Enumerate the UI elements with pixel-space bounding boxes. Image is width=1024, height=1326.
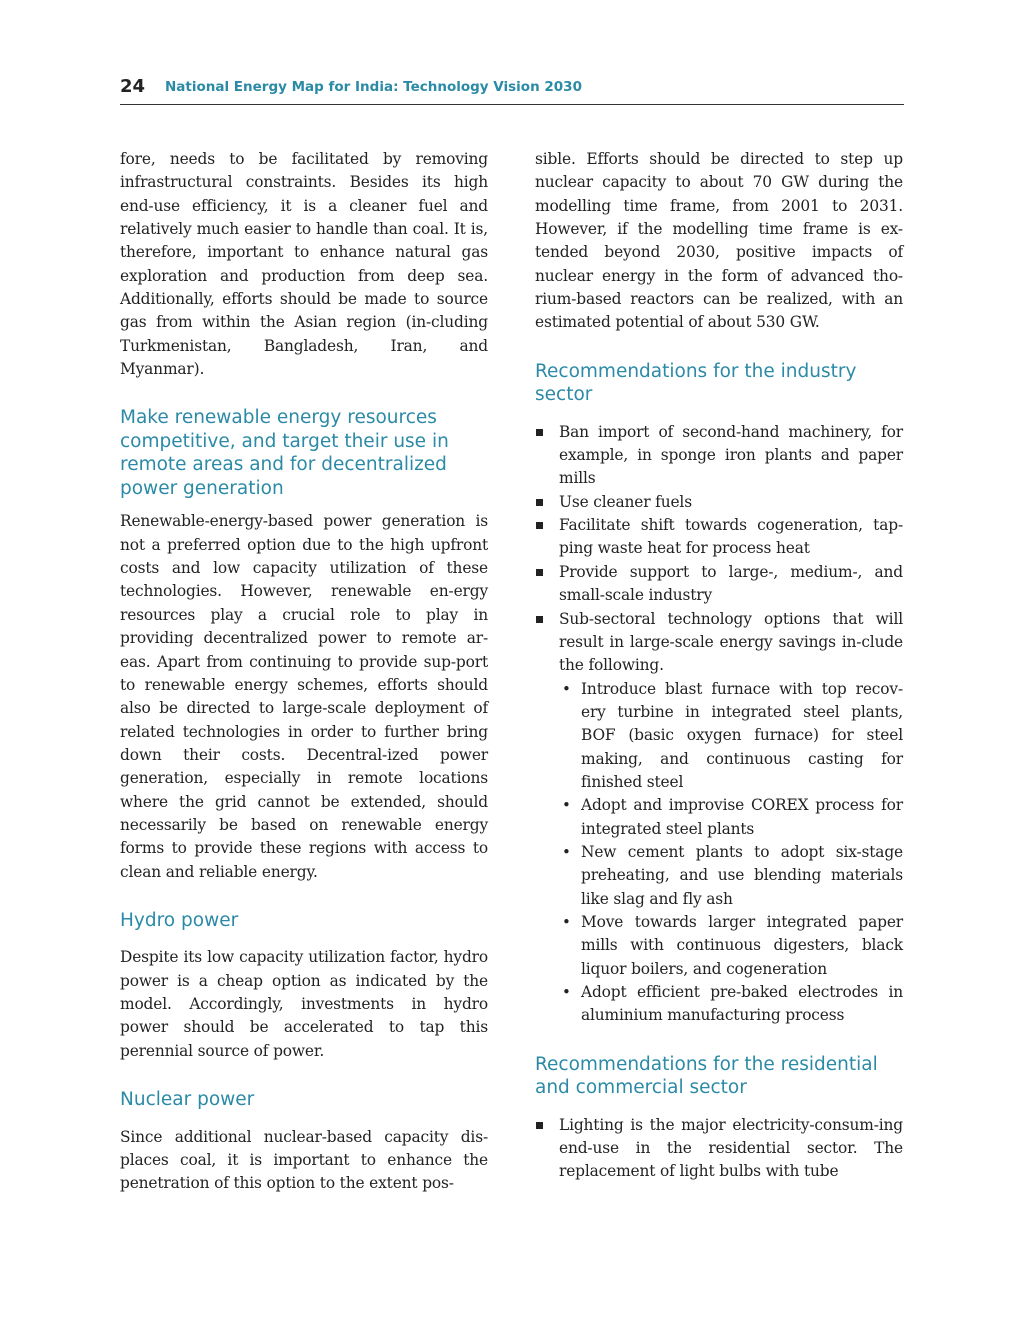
nuclear-continued-paragraph: sible. Efforts should be directed to step up nuclear capacity to about 70 GW during the modelling time frame, from 2001 to 2031. However, if the modelling time frame is ex-tended beyond 2030, positive impacts of nuclear energy in the form of advanced tho-rium-based reactors can be realized, with an estimated potential of about 530 GW.	[535, 150, 903, 332]
square-bullet-icon	[536, 1122, 543, 1129]
list-item: Use cleaner fuels	[535, 491, 903, 514]
bullet-dot-icon: •	[562, 912, 571, 931]
renewable-paragraph: Renewable-energy-based power generation is not a preferred option due to the high upfront costs and low capacity utilization of these technologies. However, renewable en-ergy resources play a crucial role to play in providing decentralized power to remote ar-eas. Apart from continuing to provide sup-port to renewable energy schemes, efforts should also be directed to large-scale deployment of related technologies in order to further bring down their costs. Decentral-ized power generation, especially in remote locations where the grid cannot be extended, should necessarily be based on renewable energy forms to provide these regions with access to clean and reliable energy.	[120, 512, 488, 881]
sub-list-item: • Adopt efficient pre-baked electrodes in aluminium manufacturing process	[562, 983, 903, 1025]
sub-list-item: • New cement plants to adopt six-stage preheating, and use blending materials like slag and fly ash	[562, 842, 903, 908]
bullet-dot-icon: •	[562, 796, 571, 815]
bullet-dot-icon: •	[562, 679, 571, 698]
square-bullet-icon	[536, 429, 543, 436]
heading-hydro: Hydro power	[120, 909, 239, 931]
sub-list-item: • Introduce blast furnace with top recov-ery turbine in integrated steel plants, BOF (basic oxygen furnace) for steel making, and continuous casting for finished steel	[562, 679, 903, 791]
heading-residential: Recommendations for the residential and commercial sector	[535, 1053, 878, 1099]
nuclear-paragraph: Since additional nuclear-based capacity dis-places coal, it is important to enhance the penetration of this option to the extent pos-	[120, 1127, 488, 1193]
hydro-paragraph: Despite its low capacity utilization factor, hydro power is a cheap option as indicated by the model. Accordingly, investments in hydro power should be accelerated to tap this perennial source of power.	[120, 948, 488, 1060]
right-column	[535, 148, 903, 1184]
bullet-dot-icon: •	[562, 842, 571, 861]
square-bullet-icon	[536, 569, 543, 576]
bullet-dot-icon: •	[562, 983, 571, 1001]
page-header	[120, 76, 904, 105]
residential-list	[535, 1114, 903, 1184]
industry-sublist	[559, 678, 903, 1028]
heading-industry: Recommendations for the industry sector	[535, 360, 857, 406]
list-item: Ban import of second-hand machinery, for example, in sponge iron plants and paper mills	[535, 421, 903, 491]
sub-list-item: • Move towards larger integrated paper mills with continuous digesters, black liquor boilers, and cogeneration	[562, 912, 903, 978]
square-bullet-icon	[536, 499, 543, 506]
list-item: Sub-sectoral technology options that will result in large-scale energy savings in-clude the following. • Introduce blast furnace with top recov-ery turbine in integrated steel plants, BOF (basic oxygen furnace) for steel making, and continuous casting for finished steel • Adopt and improvise COREX process for integrated steel plants • New cement plants to adopt six-stage preheating, and use blending materials like slag and fly ash • Move towards larger integrated paper mills with continuous digesters, black liquor boilers, and cogeneration • Adopt efficient pre-baked electrodes in aluminium manufacturing process	[535, 608, 903, 1028]
page-number: 24	[120, 76, 146, 97]
square-bullet-icon	[536, 616, 543, 623]
heading-renewable: Make renewable energy resources competitive, and target their use in remote areas and for decentralized power generation	[120, 407, 449, 499]
left-column	[120, 148, 488, 1196]
square-bullet-icon	[536, 522, 543, 529]
heading-nuclear: Nuclear power	[120, 1089, 255, 1111]
running-title: National Energy Map for India: Technology Vision 2030	[165, 79, 582, 95]
industry-list	[535, 421, 903, 1028]
list-item: Provide support to large-, medium-, and small-scale industry	[535, 561, 903, 608]
list-item: Facilitate shift towards cogeneration, tap-ping waste heat for process heat	[535, 514, 903, 561]
sub-list-item: • Adopt and improvise COREX process for integrated steel plants	[562, 796, 903, 838]
list-item: Lighting is the major electricity-consum-ing end-use in the residential sector. The replacement of light bulbs with tube	[535, 1114, 903, 1184]
intro-paragraph: fore, needs to be facilitated by removing infrastructural constraints. Besides its high end-use efficiency, it is a cleaner fuel and relatively much easier to handle than coal. It is, therefore, important to enhance natural gas exploration and production from deep sea. Additionally, efforts should be made to source gas from within the Asian region (in-cluding Turkmenistan, Bangladesh, Iran, and Myanmar).	[120, 150, 488, 379]
